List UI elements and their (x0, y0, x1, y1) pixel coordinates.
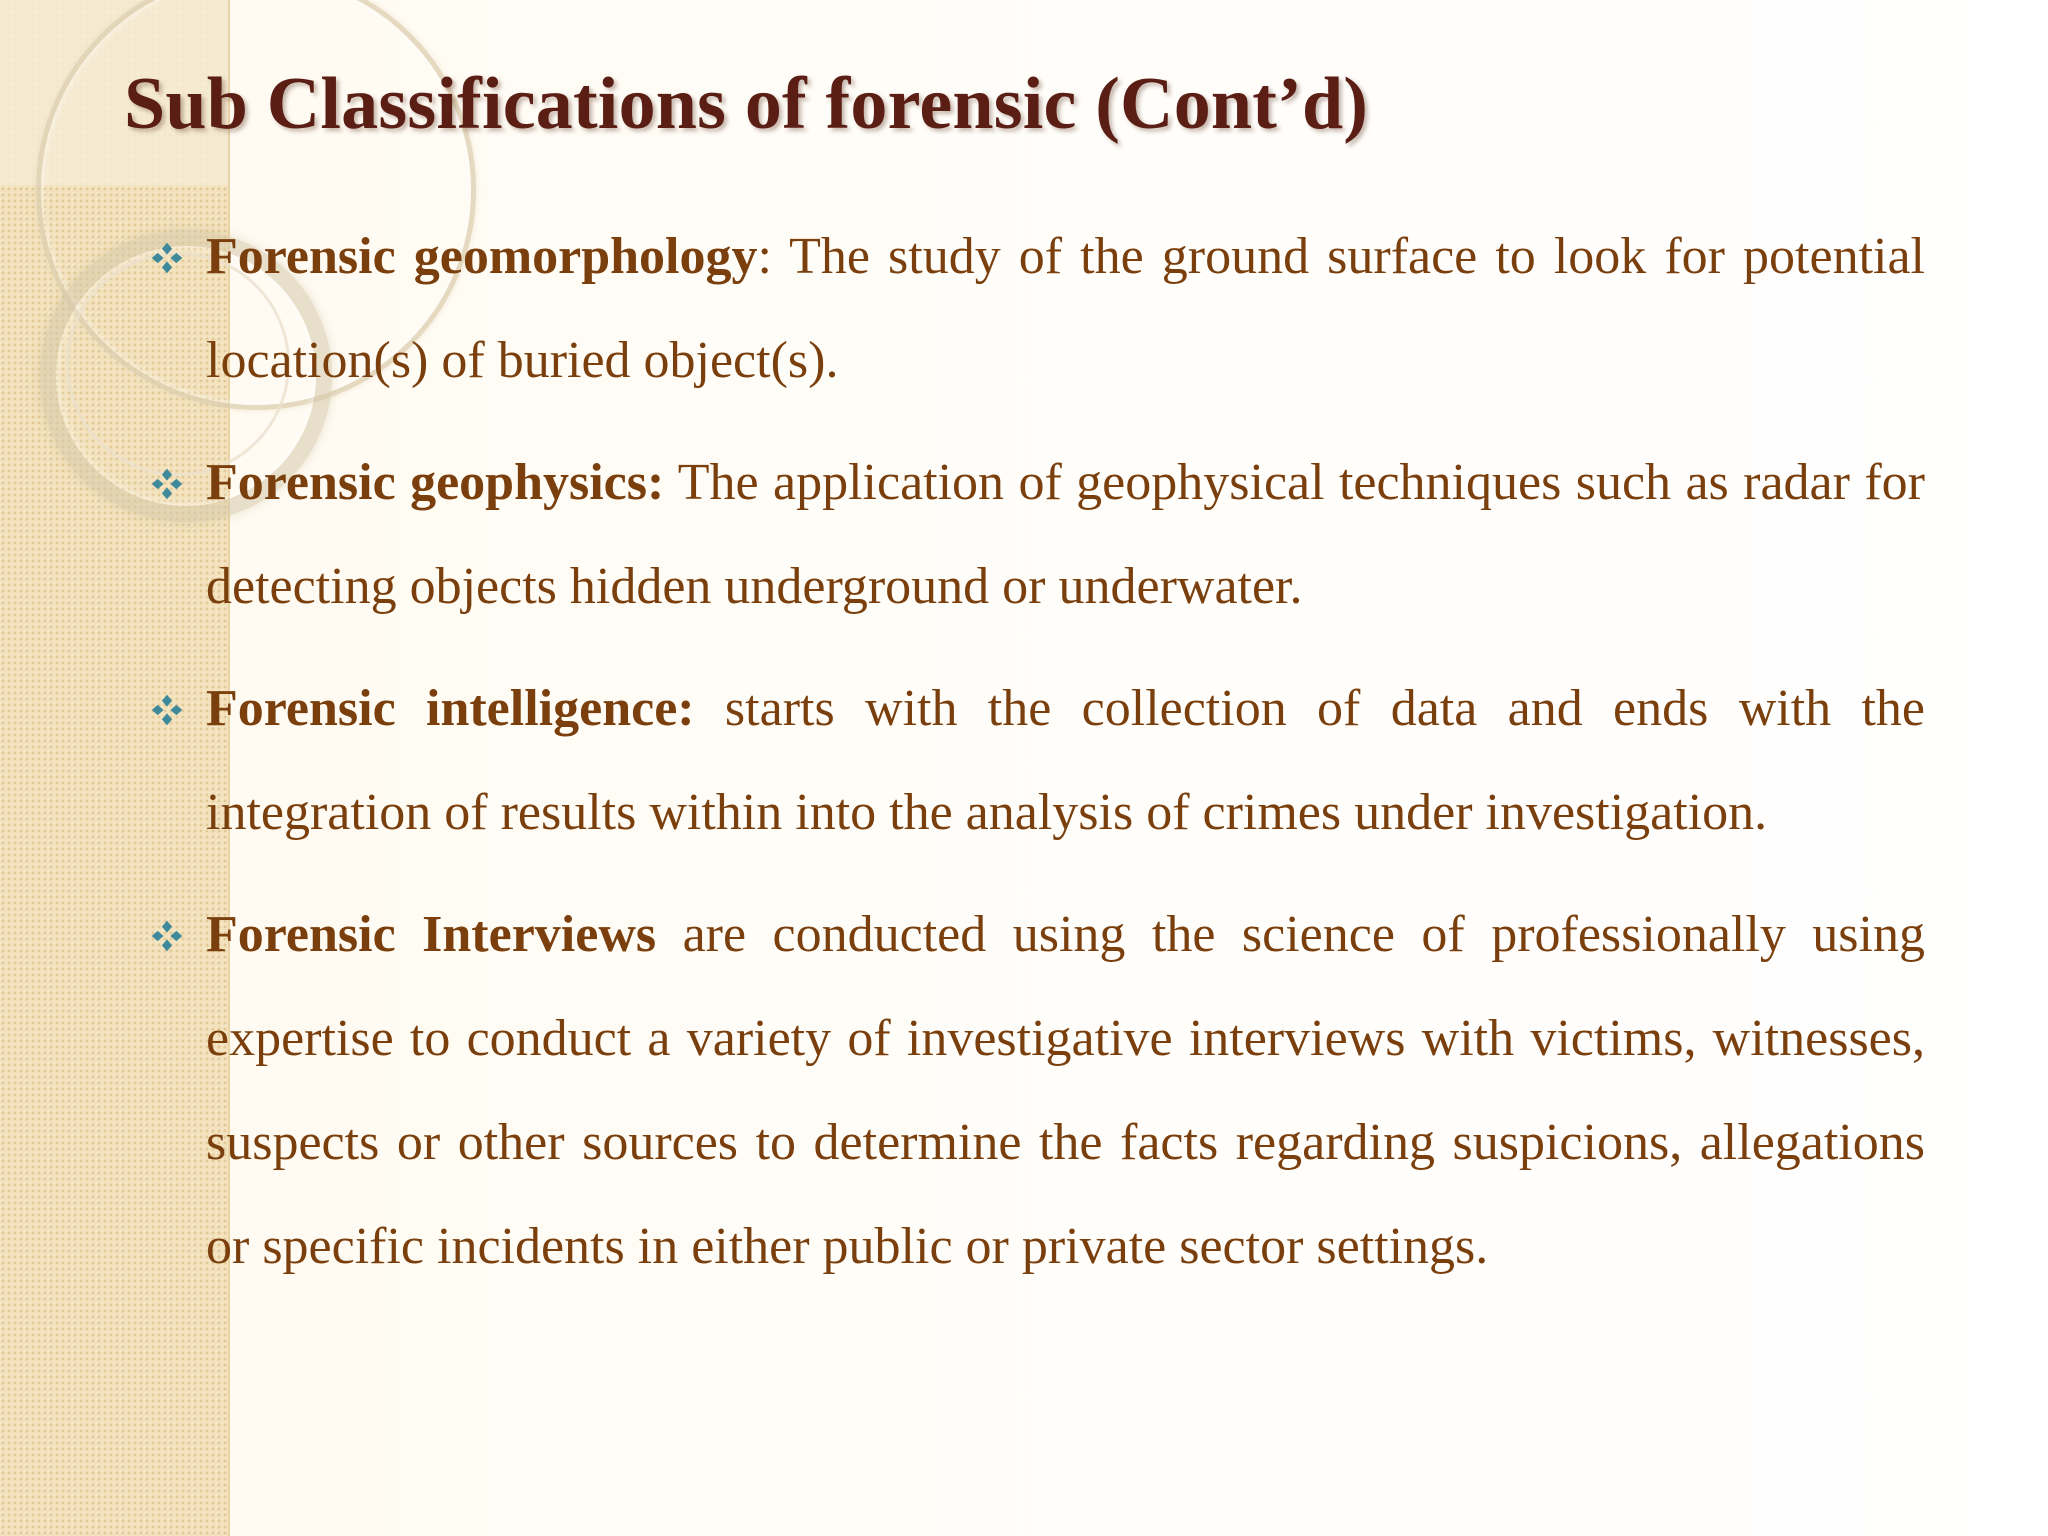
item-text: are conducted using the science of professionally using expertise to conduct a variety of investigative interviews with victims, witnesses, suspects or other sources to determine the facts regarding suspicions, allegations or specific incidents in either public or private sector settings. (206, 906, 1925, 1275)
bullet-item-intelligence (150, 657, 1925, 865)
item-text: : The study of the ground surface to look for potential location(s) of buried object(s). (206, 228, 1926, 389)
bullet-item-geophysics (150, 431, 1925, 639)
four-diamond-bullet-icon (150, 919, 184, 953)
item-term: Forensic intelligence: (206, 680, 695, 737)
bullet-item-geomorphology (150, 205, 1925, 413)
four-diamond-bullet-icon (150, 467, 184, 501)
bullet-list (150, 205, 1925, 1317)
item-term: Forensic geomorphology (206, 228, 758, 285)
slide-title: Sub Classifications of forensic (Cont’d) (124, 63, 1369, 145)
four-diamond-bullet-icon (150, 693, 184, 727)
bullet-item-interviews (150, 883, 1925, 1299)
item-term: Forensic geophysics: (206, 454, 665, 511)
item-term: Forensic Interviews (206, 906, 657, 963)
four-diamond-bullet-icon (150, 241, 184, 275)
item-text: starts with the collection of data and ends with the integration of results within into the analysis of crimes under investigation. (206, 680, 1926, 841)
item-text: The application of geophysical techniques such as radar for detecting objects hidden underground or underwater. (206, 454, 1925, 615)
